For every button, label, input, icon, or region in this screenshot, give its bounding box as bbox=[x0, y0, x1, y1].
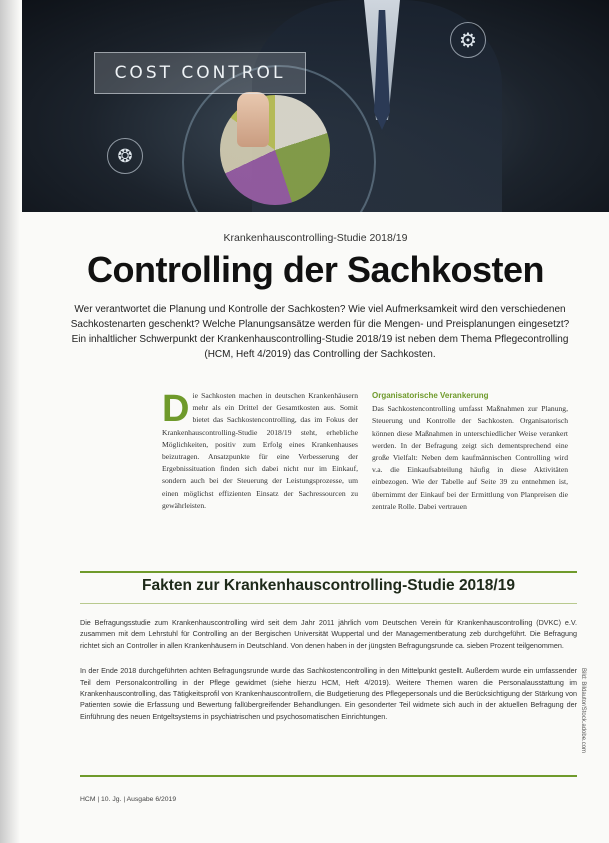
drop-cap: D bbox=[162, 388, 190, 430]
network-icon: ❂ bbox=[107, 138, 143, 174]
facts-box-title: Fakten zur Krankenhauscontrolling-Studie 2018/19 bbox=[142, 577, 515, 594]
facts-box-bottom-rule bbox=[80, 775, 577, 777]
cost-control-banner: COST CONTROL bbox=[94, 52, 306, 94]
facts-paragraph: Die Befragungsstudie zum Krankenhauscontrolling wird seit dem Jahr 2011 jährlich vom Deutschen Verein für Krankenhauscontrolling (DVKC) e.V. zusammen mit dem Lehrstuhl für Controlling an der Bergischen Universität Wuppertal und der Managementberatung zeb durchgeführt. Die Befragung richtet sich an Controller in allen Krankenhäusern in Deutschland. Von denen haben in der jüngsten Befragungsrunde ca. sieben Prozent teilgenommen. bbox=[80, 618, 577, 650]
page-footer: HCM | 10. Jg. | Ausgabe 6/2019 bbox=[80, 796, 177, 803]
section-subhead: Organisatorische Verankerung bbox=[372, 391, 489, 400]
facts-box-body bbox=[80, 617, 577, 736]
image-credit: Bild: Bildautor/Stock.adobe.com bbox=[580, 668, 586, 754]
facts-paragraph: In der Ende 2018 durchgeführten achten Befragungsrunde wurde das Sachkostencontrolling in den Mittelpunkt gestellt. Außerdem wurde ein umfassender Teil dem Personalcontrolling in der Pflege gewidmet (siehe hierzu HCM, Heft 4/2019). Weitere Themen waren die Personalausstattung im Krankenhauscontrolling, das Tätigkeitsprofil von Krankenhauscontrollern, die Budgetierung des Pflegepersonals und die Berücksichtigung der Stärkung von Patienten sowie die Erfassung und Bewertung fallübergreifender Behandlungen. Ein gesonderter Teil widmete sich auch in der aktuellen Befragung der Einführung des neuen Entgeltsystems in psychiatrischen und psychosomatischen Einrichtungen. bbox=[80, 666, 577, 721]
facts-box-divider bbox=[80, 603, 577, 604]
page-gutter-shadow bbox=[0, 0, 20, 843]
column-right-text: Das Sachkostencontrolling umfasst Maßnahmen zur Planung, Steuerung und Kontrolle der Sachkosten. Organisatorisch können diese Maßnahmen in unterschiedlicher Weise verankert werden. In der Befragung zeigt sich dementsprechend eine große Vielfalt: Neben dem kaufmännischen Controlling wird v.a. die Einkaufsabteilung häufig in diese Aktivitäten einbezogen. Wie der Tabelle auf Seite 39 zu entnehmen ist, übernimmt der Einkauf bei der Ermittlung von Planpreisen die zentrale Rolle. Dabei vertrauen bbox=[372, 404, 568, 511]
article-kicker: Krankenhauscontrolling-Studie 2018/19 bbox=[223, 232, 408, 244]
article-title: Controlling der Sachkosten bbox=[86, 249, 545, 290]
body-column-right bbox=[372, 390, 568, 513]
article-lead: Wer verantwortet die Planung und Kontrolle der Sachkosten? Wie viel Aufmerksamkeit wird den verschiedenen Sachkostenarten geschenkt? Welche Planungsansätze werden für die Mengen- und Preisplanungen eingesetzt? Ein inhaltlicher Schwerpunkt der Krankenhauscontrolling-Studie 2018/19 ist neben dem Thema Pflegecontrolling (HCM, Heft 4/2019) das Controlling der Sachkosten. bbox=[70, 304, 570, 360]
gear-icon: ⚙ bbox=[450, 22, 486, 58]
hand-shape bbox=[237, 92, 269, 147]
body-column-left bbox=[162, 390, 358, 512]
facts-box-top-rule bbox=[80, 571, 577, 573]
hero-image bbox=[22, 0, 609, 212]
column-left-text: ie Sachkosten machen in deutschen Krankenhäusern mehr als ein Drittel der Gesamtkosten aus. Somit bietet das Sachkostencontrolling, das im Fokus der Krankenhauscontrolling-Studie 2018/19 steht, erhebliche Möglichkeiten, positiv zum Erfolg eines Krankenhauses beizutragen. Ansatzpunkte für eine Verbesserung der Ergebnissituation finden sich dabei nicht nur im Einkauf, sondern auch bei der Steuerung der Leistungsprozesse, um einen möglichst effizienten Einsatz der Sachressourcen zu gewährleisten. bbox=[162, 391, 358, 510]
